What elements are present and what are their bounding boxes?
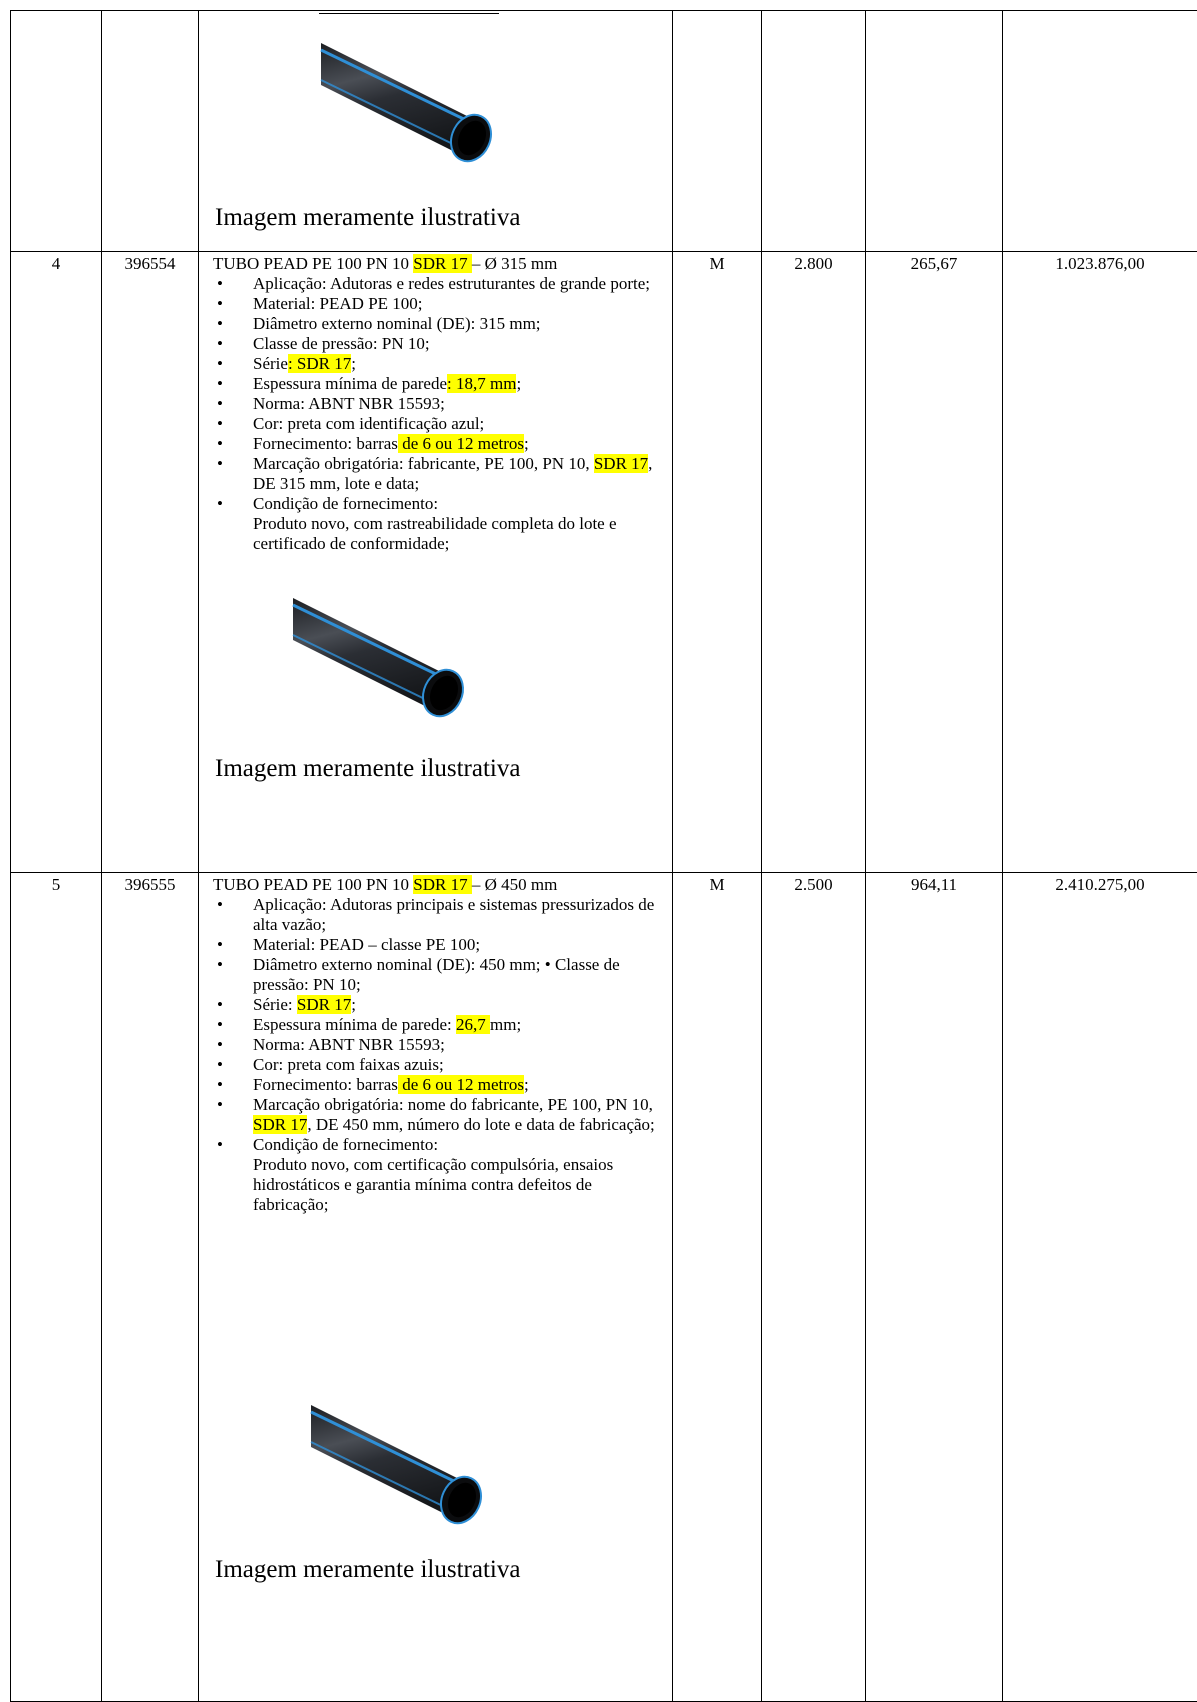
spec-item: • Fornecimento: barras de 6 ou 12 metros; (217, 434, 529, 453)
table-row (11, 252, 1197, 873)
item-total: 2.410.275,00 (1003, 873, 1197, 1702)
spec-item: • Espessura mínima de parede: 18,7 mm; (217, 374, 522, 393)
spec-list (213, 274, 658, 554)
spec-item: • Aplicação: Adutoras e redes estruturantes de grande porte; (217, 274, 650, 293)
item-description (199, 873, 673, 1702)
unit-cell (673, 11, 762, 252)
item-quantity: 2.500 (762, 873, 866, 1702)
spec-item: • Espessura mínima de parede: 26,7 mm; (217, 1015, 522, 1034)
item-description (199, 252, 673, 873)
table-row-continuation (11, 11, 1197, 252)
item-code: 396555 (102, 873, 199, 1702)
spec-item: • Material: PEAD – classe PE 100; (217, 935, 481, 954)
spec-item: • Série: SDR 17; (217, 995, 356, 1014)
item-unit-price: 964,11 (866, 873, 1003, 1702)
item-unit: M (673, 252, 762, 873)
pipe-image-wrap (213, 554, 658, 754)
spec-item: • Diâmetro externo nominal (DE): 315 mm; (217, 314, 541, 333)
hdpe-pipe-icon (319, 25, 499, 165)
spec-item: • Aplicação: Adutoras principais e sistemas pressurizados de alta vazão; (217, 895, 655, 934)
item-unit: M (673, 873, 762, 1702)
spec-item: • Marcação obrigatória: nome do fabricante, PE 100, PN 10, SDR 17, DE 450 mm, número do lote e data de fabricação; (217, 1095, 655, 1134)
item-quantity: 2.800 (762, 252, 866, 873)
item-cell (11, 11, 102, 252)
item-title: TUBO PEAD PE 100 PN 10 SDR 17 – Ø 450 mm (213, 875, 558, 894)
item-unit-price: 265,67 (866, 252, 1003, 873)
spec-item: • Cor: preta com faixas azuis; (217, 1055, 444, 1074)
hdpe-pipe-icon (309, 1387, 489, 1527)
spec-list (213, 895, 658, 1215)
spec-item: • Norma: ABNT NBR 15593; (217, 394, 445, 413)
spec-item: • Marcação obrigatória: fabricante, PE 100, PN 10, SDR 17, DE 315 mm, lote e data; (217, 454, 653, 493)
code-cell (102, 11, 199, 252)
spec-item: • Condição de fornecimento: Produto novo, com certificação compulsória, ensaios hidrostáticos e garantia mínima contra defeitos de fabricação; (217, 1135, 614, 1214)
hdpe-pipe-icon (291, 580, 471, 720)
spec-item: • Norma: ABNT NBR 15593; (217, 1035, 445, 1054)
total-cell (1003, 11, 1197, 252)
pipe-image-wrap (213, 1215, 658, 1555)
spec-item: • Cor: preta com identificação azul; (217, 414, 485, 433)
image-caption: Imagem meramente ilustrativa (215, 755, 521, 782)
image-caption: Imagem meramente ilustrativa (215, 1556, 521, 1583)
product-table (10, 10, 1197, 1702)
table-row (11, 873, 1197, 1702)
spec-item: • Classe de pressão: PN 10; (217, 334, 430, 353)
spec-item: • Diâmetro externo nominal (DE): 450 mm; • Classe de pressão: PN 10; (217, 955, 620, 994)
pipe-image-wrap (213, 13, 658, 203)
spec-item: • Material: PEAD PE 100; (217, 294, 423, 313)
item-number: 4 (11, 252, 102, 873)
image-top-border (319, 13, 499, 14)
image-caption: Imagem meramente ilustrativa (215, 204, 521, 231)
spec-item: • Série: SDR 17; (217, 354, 356, 373)
item-code: 396554 (102, 252, 199, 873)
quantity-cell (762, 11, 866, 252)
item-number: 5 (11, 873, 102, 1702)
spec-item: • Condição de fornecimento: Produto novo, com rastreabilidade completa do lote e certificado de conformidade; (217, 494, 617, 553)
item-total: 1.023.876,00 (1003, 252, 1197, 873)
spec-item: • Fornecimento: barras de 6 ou 12 metros; (217, 1075, 529, 1094)
unit-price-cell (866, 11, 1003, 252)
item-title: TUBO PEAD PE 100 PN 10 SDR 17 – Ø 315 mm (213, 254, 558, 273)
description-cell (199, 11, 673, 252)
